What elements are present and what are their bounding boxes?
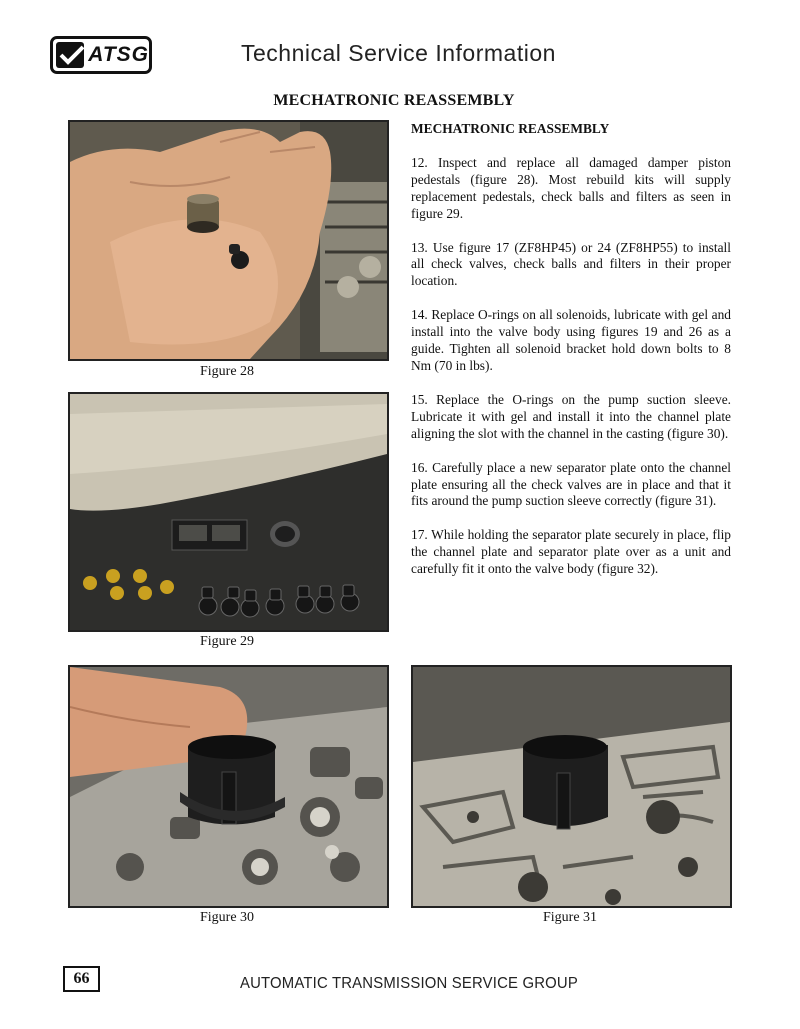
figure-29-photo bbox=[68, 392, 389, 632]
section-subheading: MECHATRONIC REASSEMBLY bbox=[411, 121, 610, 136]
page-heading-text: MECHATRONIC REASSEMBLY bbox=[273, 92, 515, 109]
figure-28-photo bbox=[68, 120, 389, 361]
logo-text: ATSG bbox=[88, 43, 149, 66]
figure-30-caption: Figure 30 bbox=[200, 910, 255, 925]
checkmark-icon bbox=[56, 42, 84, 68]
step-12: 12. Inspect and replace all damaged damper piston pedestals (figure 28). Most rebuild kits will supply replacement pedestals, check balls and filters as seen in figure 29. bbox=[411, 154, 731, 221]
step-13: 13. Use figure 17 (ZF8HP45) or 24 (ZF8HP55) to install all check valves, check balls and filters in their proper location. bbox=[411, 239, 731, 289]
page-number: 66 bbox=[63, 966, 100, 992]
figure-30-photo bbox=[68, 665, 389, 908]
figure-29-caption: Figure 29 bbox=[200, 634, 255, 649]
step-14: 14. Replace O-rings on all solenoids, lubricate with gel and install into the valve body using figures 19 and 26 as a guide. Tighten all solenoid bracket hold down bolts to 8 Nm (70 in lbs). bbox=[411, 307, 731, 373]
figure-28-caption: Figure 28 bbox=[200, 364, 255, 379]
step-15: 15. Replace the O-rings on the pump suction sleeve. Lubricate it with gel and install it into the channel plate aligning the slot with the channel in the casting (figure 30). bbox=[411, 391, 731, 441]
figure-31-caption: Figure 31 bbox=[543, 910, 598, 925]
figure-31-photo bbox=[411, 665, 732, 908]
atsg-logo bbox=[50, 36, 152, 74]
step-17: 17. While holding the separator plate securely in place, flip the channel plate and separator plate over as a unit and carefully fit it onto the valve body (figure 32). bbox=[411, 527, 731, 577]
step-16: 16. Carefully place a new separator plate onto the channel plate ensuring all the check valves are in place and that it fits around the pump suction sleeve correctly (figure 31). bbox=[411, 459, 731, 509]
page-heading bbox=[0, 92, 800, 110]
header-title: Technical Service Information bbox=[241, 40, 556, 66]
footer-organization: AUTOMATIC TRANSMISSION SERVICE GROUP bbox=[240, 975, 578, 992]
instructions-column bbox=[411, 121, 731, 595]
